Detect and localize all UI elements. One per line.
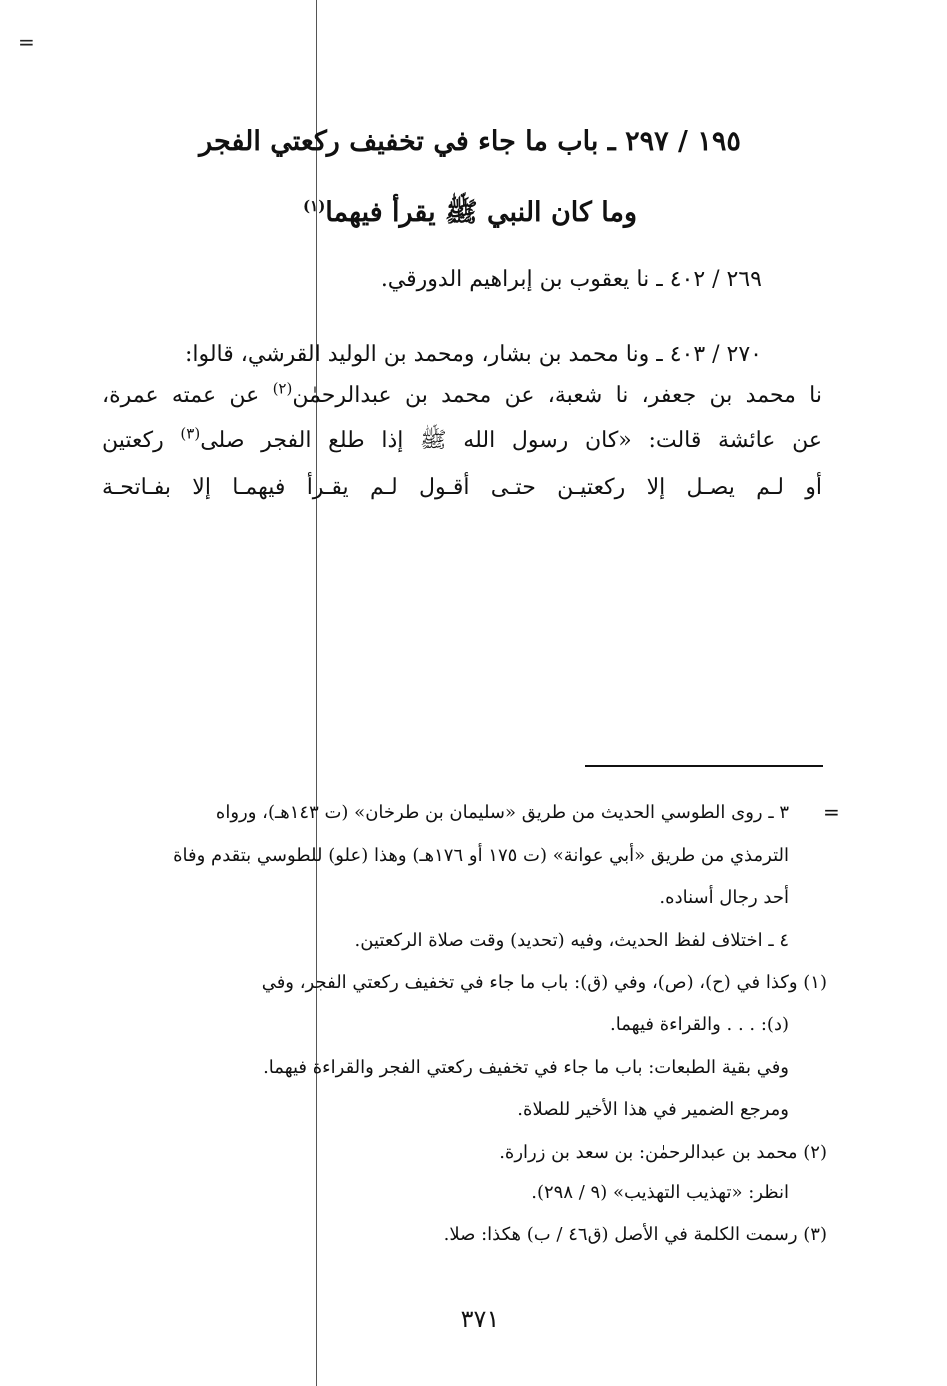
note-4-line-1: ٤ ـ اختلاف لفظ الحديث، وفيه (تحديد) وقت صلاة الركعتين. [354, 930, 789, 951]
footnote-marker-3: (٣) [180, 424, 201, 443]
footnote-1-line-4: ومرجع الضمير في هذا الأخير للصلاة. [517, 1099, 789, 1120]
hadith-270-line-3-text: عن عائشة قالت: «كان رسول الله ﷺ إذا طلع الفجر صلى [200, 428, 822, 453]
chapter-heading: ١٩٥ / ٢٩٧ ـ باب ما جاء في تخفيف ركعتي الفجر [199, 126, 741, 157]
footnote-1-line-2: (د): . . . والقراءة فيهما. [610, 1014, 789, 1035]
subheading-text: وما كان النبي ﷺ يقرأ فيهما [325, 197, 637, 228]
note-3-line-2: الترمذي من طريق «أبي عوانة» (ت ١٧٥ أو ١٧٦هـ) وهذا (علو) للطوسي بتقدم وفاة [173, 845, 789, 866]
hadith-270-line-3-end: ركعتين [102, 428, 181, 453]
chapter-subheading [150, 196, 790, 230]
footnote-1-line-3: وفي بقية الطبعات: باب ما جاء في تخفيف ركعتي الفجر والقراءة فيهما. [263, 1057, 789, 1078]
hadith-270-line-3 [102, 426, 822, 456]
footnote-1-line-1: (١) وكذا في (ح)، (ص)، وفي (ق): باب ما جاء في تخفيف ركعتي الفجر، وفي [261, 972, 827, 993]
hadith-270-line-2 [102, 381, 822, 411]
continuation-mark: = [823, 800, 840, 824]
hadith-270-line-4: أو لـم يصـل إلا ركعتيـن حتـى أقـول لـم يقـرأ فيهمـا إلا بفـاتحـة [102, 475, 822, 500]
hadith-270-line-2-text: نا محمد بن جعفر، نا شعبة، عن محمد بن عبدالرحمٰن [292, 383, 822, 408]
footnote-separator [585, 765, 823, 767]
footnote-marker-1: (١) [303, 197, 326, 215]
footnote-2-line-2: انظر: «تهذيب التهذيب» (٩ / ٢٩٨). [531, 1182, 789, 1203]
corner-mark: = [18, 30, 35, 54]
footnote-2-line-1: (٢) محمد بن عبدالرحمٰن: بن سعد بن زرارة. [499, 1142, 827, 1163]
note-3-line-3: أحد رجال أسناده. [659, 887, 789, 908]
page-number: ٣٧١ [460, 1305, 500, 1333]
footnote-3-line-1: (٣) رسمت الكلمة في الأصل (ق٤٦ / ب) هكذا: صلا. [443, 1224, 827, 1245]
hadith-270-line-2-end: عن عمته عمرة، [102, 383, 273, 408]
hadith-270-line-1: ٢٧٠ / ٤٠٣ ـ ونا محمد بن بشار، ومحمد بن الوليد القرشي، قالوا: [184, 342, 762, 367]
footnote-marker-2: (٢) [272, 379, 293, 398]
note-3-line-1: ٣ ـ روى الطوسي الحديث من طريق «سليمان بن طرخان» (ت ١٤٣هـ)، ورواه [215, 802, 789, 823]
hadith-269: ٢٦٩ / ٤٠٢ ـ نا يعقوب بن إبراهيم الدورقي. [380, 267, 762, 292]
